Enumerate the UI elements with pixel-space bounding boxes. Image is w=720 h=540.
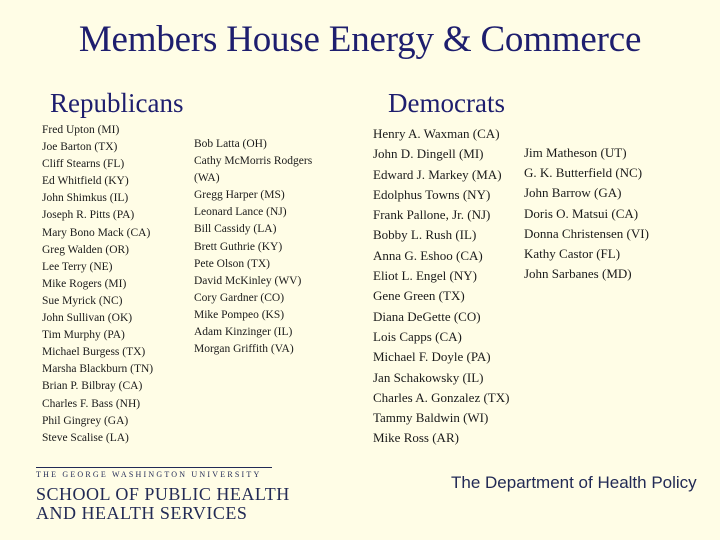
member-name: Cory Gardner (CO): [194, 291, 285, 304]
republicans-heading: Republicans: [50, 88, 184, 118]
member-name: Jim Matheson (UT): [524, 145, 627, 160]
member-name: Mike Rogers (MI): [42, 277, 127, 290]
member-name: Lois Capps (CA): [373, 328, 462, 344]
member-name: Gregg Harper (MS): [194, 189, 285, 202]
member-name: Donna Christensen (VI): [524, 225, 649, 241]
member-name: John Barrow (GA): [524, 185, 622, 201]
member-name: Edward J. Markey (MA): [373, 166, 502, 182]
republicans-list-2: [194, 136, 334, 358]
member-name: Michael F. Doyle (PA): [373, 349, 491, 365]
member-name: Marsha Blackburn (TN): [42, 363, 154, 376]
member-name: Kathy Castor (FL): [524, 246, 621, 262]
member-name: Henry A. Waxman (CA): [373, 126, 500, 141]
member-name: Cathy McMorris Rodgers (WA): [194, 155, 313, 185]
member-name: Bill Cassidy (LA): [194, 223, 277, 236]
member-name: Tim Murphy (PA): [42, 329, 125, 342]
member-name: Adam Kinzinger (IL): [194, 326, 293, 339]
member-name: Steve Scalise (LA): [42, 431, 129, 444]
member-name: Mike Ross (AR): [373, 430, 459, 446]
member-name: G. K. Butterfield (NC): [524, 165, 643, 181]
school-name-line1: SCHOOL OF PUBLIC HEALTH: [36, 484, 290, 504]
member-name: Tammy Baldwin (WI): [373, 410, 489, 426]
member-name: Mike Pompeo (KS): [194, 308, 285, 321]
member-name: Michael Burgess (TX): [42, 346, 146, 359]
democrats-list-2: [524, 143, 649, 284]
member-name: Leonard Lance (NJ): [194, 206, 287, 219]
department-name: The Department of Health Policy: [451, 473, 697, 492]
member-name: Morgan Griffith (VA): [194, 343, 294, 356]
member-name: Lee Terry (NE): [42, 260, 113, 273]
member-name: Cliff Stearns (FL): [42, 158, 125, 171]
democrats-heading: Democrats: [388, 88, 505, 118]
slide-title: Members House Energy & Commerce: [78, 19, 642, 60]
member-name: John D. Dingell (MI): [373, 146, 484, 162]
member-name: Greg Walden (OR): [42, 243, 130, 256]
member-name: John Sarbanes (MD): [524, 266, 632, 282]
member-name: Sue Myrick (NC): [42, 294, 123, 307]
university-name: THE GEORGE WASHINGTON UNIVERSITY: [36, 470, 262, 479]
member-name: Brett Guthrie (KY): [194, 240, 283, 253]
member-name: Doris O. Matsui (CA): [524, 205, 639, 221]
member-name: Joe Barton (TX): [42, 141, 118, 154]
school-name-line2: AND HEALTH SERVICES: [36, 503, 248, 523]
member-name: John Sullivan (OK): [42, 312, 133, 325]
member-name: Gene Green (TX): [373, 288, 465, 304]
member-name: Fred Upton (MI): [42, 124, 120, 136]
member-name: Diana DeGette (CO): [373, 308, 481, 324]
member-name: Bobby L. Rush (IL): [373, 227, 477, 243]
member-name: John Shimkus (IL): [42, 192, 129, 205]
republicans-list-1: [42, 122, 153, 447]
member-name: Phil Gingrey (GA): [42, 414, 129, 427]
member-name: Joseph R. Pitts (PA): [42, 209, 135, 222]
member-name: Brian P. Bilbray (CA): [42, 380, 143, 393]
member-name: Jan Schakowsky (IL): [373, 369, 484, 385]
member-name: Pete Olson (TX): [194, 257, 271, 270]
member-name: Frank Pallone, Jr. (NJ): [373, 207, 491, 223]
democrats-list-1: [373, 124, 509, 449]
member-name: Eliot L. Engel (NY): [373, 268, 477, 284]
member-name: Bob Latta (OH): [194, 138, 267, 150]
footer-divider: [36, 467, 272, 468]
member-name: Ed Whitfield (KY): [42, 175, 129, 188]
member-name: Edolphus Towns (NY): [373, 186, 491, 202]
member-name: Charles A. Gonzalez (TX): [373, 389, 510, 405]
member-name: Mary Bono Mack (CA): [42, 226, 151, 239]
member-name: David McKinley (WV): [194, 274, 302, 287]
member-name: Charles F. Bass (NH): [42, 397, 141, 410]
member-name: Anna G. Eshoo (CA): [373, 247, 483, 263]
